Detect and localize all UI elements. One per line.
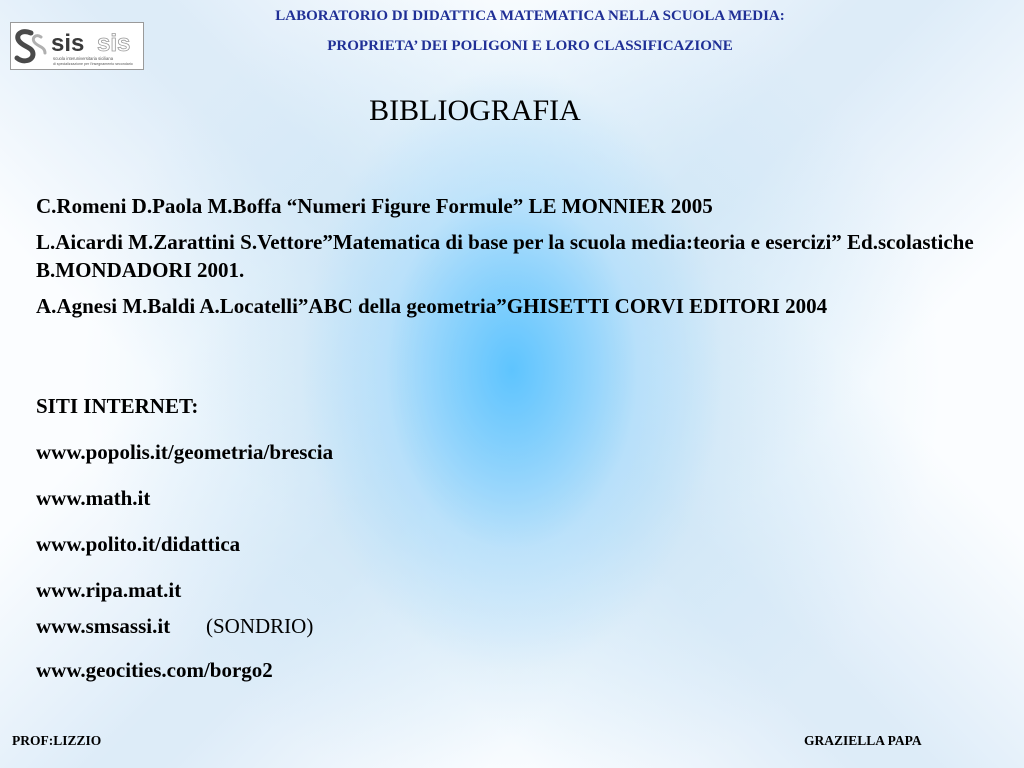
bibliography-entry: A.Agnesi M.Baldi A.Locatelli”ABC della geometria”GHISETTI CORVI EDITORI 2004	[36, 294, 828, 318]
bibliography-entry: C.Romeni D.Paola M.Boffa “Numeri Figure Formule” LE MONNIER 2005	[36, 194, 713, 218]
sites-heading: SITI INTERNET:	[36, 394, 199, 418]
bibliography-list	[36, 192, 1016, 328]
logo-wordmark-outline: sis	[97, 30, 131, 57]
site-link[interactable]: www.math.it	[36, 486, 151, 510]
footer-professor: PROF:LIZZIO	[12, 733, 102, 748]
logo-wordmark: sis	[51, 30, 85, 57]
logo-subtitle-1: scuola interuniversitaria siciliana	[53, 56, 114, 61]
site-link[interactable]: www.geocities.com/borgo2	[36, 658, 273, 682]
header-title-line-2: PROPRIETA’ DEI POLIGONI E LORO CLASSIFICAZIONE	[327, 38, 733, 54]
site-link[interactable]: www.polito.it/didattica	[36, 532, 241, 556]
site-link[interactable]: www.ripa.mat.it	[36, 578, 182, 602]
sis-logo-graphic	[11, 23, 143, 69]
sis-logo	[10, 22, 144, 70]
site-link[interactable]: www.smsassi.it	[36, 614, 171, 638]
site-location-note: (SONDRIO)	[206, 614, 314, 638]
page-title: BIBLIOGRAFIA	[369, 94, 581, 127]
footer-author: GRAZIELLA PAPA	[804, 733, 922, 748]
bibliography-entry: L.Aicardi M.Zarattini S.Vettore”Matematica di base per la scuola media:teoria e esercizi” Ed.scolastiche B.MONDADORI 2001.	[36, 230, 974, 282]
logo-subtitle-2: di specializzazione per l'insegnamento secondario	[53, 62, 133, 66]
site-link[interactable]: www.popolis.it/geometria/brescia	[36, 440, 334, 464]
header-title-line-1: LABORATORIO DI DIDATTICA MATEMATICA NELLA SCUOLA MEDIA:	[275, 8, 785, 24]
